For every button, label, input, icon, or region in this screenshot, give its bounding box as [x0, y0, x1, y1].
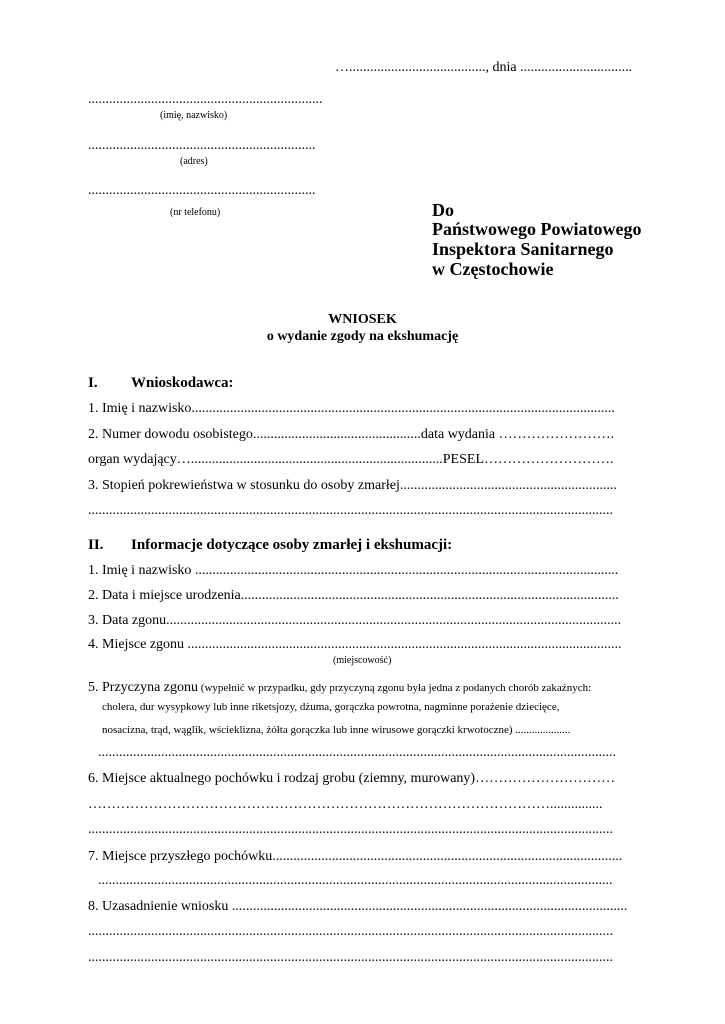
name-caption: (imię, nazwisko): [160, 110, 228, 121]
document-title: WNIOSEK: [328, 312, 397, 327]
justification-line-3: ......................................................................................................................................................: [88, 950, 613, 965]
applicant-extra-row: ......................................................................................................................................................: [88, 503, 613, 518]
addressee-line-4: w Częstochowie: [432, 259, 554, 279]
applicant-name-row: 1. Imię i nazwisko.........................................................................................................................: [88, 401, 615, 416]
deceased-death-date-row: 3. Data zgonu..................................................................................................................................: [88, 613, 622, 628]
addressee-line-1: Do: [432, 200, 454, 220]
address-line: .................................................................: [88, 138, 316, 153]
phone-line: .................................................................: [88, 183, 316, 198]
cause-line-4: ....................................................................................................................................................: [98, 745, 616, 760]
place-caption: (miejscowość): [333, 655, 392, 666]
justification-row: 8. Uzasadnienie wniosku .................................................................................................................: [88, 899, 628, 914]
deceased-birth-row: 2. Data i miejsce urodzenia............................................................................................................: [88, 588, 619, 603]
grave-row: 6. Miejsce aktualnego pochówku i rodzaj grobu (ziemny, murowany)…………………………: [88, 771, 616, 786]
grave-line-2: ………………………………………………………………………………………...............: [88, 797, 603, 812]
cause-note-1: (wypełnić w przypadku, gdy przyczyną zgonu była jedna z podanych chorób zakaźnych:: [198, 682, 592, 694]
addressee-line-3: Inspektora Sanitarnego: [432, 239, 614, 259]
future-burial-row: 7. Miejsce przyszłego pochówku....................................................................................................: [88, 849, 623, 864]
section-1-heading: Wnioskodawca:: [131, 375, 234, 391]
applicant-id-row: 2. Numer dowodu osobistego................................................data wydania …………………….: [88, 427, 615, 442]
name-line: ...................................................................: [88, 92, 323, 107]
cause-of-death-row: [88, 678, 591, 696]
cause-note-3: nosacizna, trąd, wąglik, wścieklizna, żółta gorączka lub inne wirusowe gorączki krwotoczne) ....................: [102, 724, 571, 736]
deceased-name-row: 1. Imię i nazwisko .........................................................................................................................: [88, 563, 619, 578]
deceased-death-place-row: 4. Miejsce zgonu ............................................................................................................................: [88, 637, 622, 652]
applicant-kinship-row: 3. Stopień pokrewieństwa w stosunku do osoby zmarłej..............................................................: [88, 478, 617, 493]
document-subtitle: o wydanie zgody na ekshumację: [266, 329, 459, 344]
section-2-heading: Informacje dotyczące osoby zmarłej i ekshumacji:: [131, 537, 453, 553]
section-1-number: I.: [88, 375, 98, 391]
cause-note-2: cholera, dur wysypkowy lub inne riketsjozy, dżuma, gorączka powrotna, nagminne porażenie dziecięce,: [102, 701, 560, 713]
place-date-line: …......................................., dnia ................................: [335, 60, 633, 75]
cause-label: 5. Przyczyna zgonu: [88, 680, 199, 695]
addressee-line-2: Państwowego Powiatowego: [432, 219, 642, 239]
justification-line-2: ......................................................................................................................................................: [88, 924, 613, 939]
future-burial-line-2: ...................................................................................................................................................: [98, 873, 613, 888]
applicant-issuer-row: organ wydający…........................................................................PESEL……………………….: [88, 452, 614, 467]
address-caption: (adres): [180, 156, 208, 167]
grave-line-3: ......................................................................................................................................................: [88, 822, 613, 837]
phone-caption: (nr telefonu): [170, 207, 221, 218]
section-2-number: II.: [88, 537, 104, 553]
